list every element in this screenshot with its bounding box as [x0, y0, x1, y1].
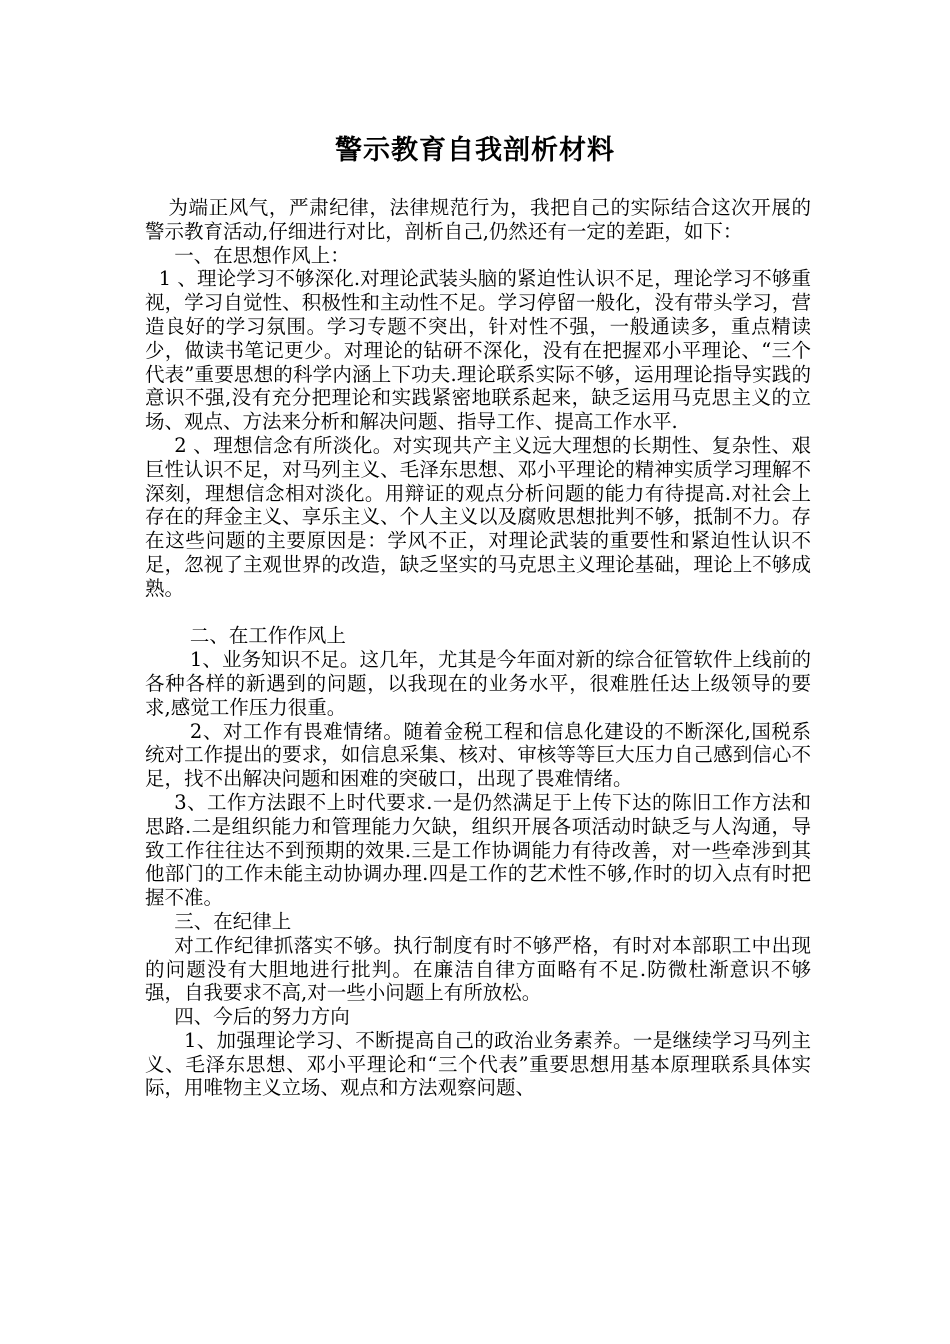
document-paragraph: 2、对工作有畏难情绪。随着金税工程和信息化建设的不断深化,国税系统对工作提出的要求，如信息采集、核对、审核等等巨大压力自己感到信心不足，找不出解决问题和困难的突破口，出现了畏难情绪。	[145, 719, 811, 791]
document-body	[145, 196, 811, 1100]
document-paragraph: 对工作纪律抓落实不够。执行制度有时不够严格，有时对本部职工中出现的问题没有大胆地进行批判。在廉洁自律方面略有不足.防微杜渐意识不够强，自我要求不高,对一些小问题上有所放松。	[145, 933, 811, 1005]
document-paragraph: 四、今后的努力方向	[174, 1005, 350, 1029]
document-paragraph: 1、业务知识不足。这几年，尤其是今年面对新的综合征管软件上线前的各种各样的新遇到的问题，以我现在的业务水平，很难胜任达上级领导的要求,感觉工作压力很重。	[145, 648, 811, 719]
document-paragraph: 3、工作方法跟不上时代要求.一是仍然满足于上传下达的陈旧工作方法和思路.二是组织能力和管理能力欠缺，组织开展各项活动时缺乏与人沟通，导致工作往往达不到预期的效果.三是工作协调能力有待改善，对一些牵涉到其他部门的工作未能主动协调办理.四是工作的艺术性不够,作时的切入点有时把握不准。	[145, 790, 811, 910]
document-paragraph: 1 、理论学习不够深化.对理论武装头脑的紧迫性认识不足，理论学习不够重视，学习自觉性、积极性和主动性不足。学习停留一般化，没有带头学习，营造良好的学习氛围。学习专题不突出，针对性不强，一般通读多，重点精读少，做读书笔记更少。对理论的钻研不深化，没有在把握邓小平理论、“三个代表”重要思想的科学内涵上下功夫.理论联系实际不够，运用理论指导实践的意识不强,没有充分把理论和实践紧密地联系起来，缺乏运用马克思主义的立场、观点、方法来分析和解决问题、指导工作、提高工作水平.	[145, 267, 811, 434]
document-paragraph: 1、加强理论学习、不断提高自己的政治业务素养。一是继续学习马列主义、毛泽东思想、邓小平理论和“三个代表”重要思想用基本原理联系具体实际，用唯物主义立场、观点和方法观察问题、	[145, 1028, 811, 1100]
document-paragraph: 为端正风气，严肃纪律，法律规范行为，我把自己的实际结合这次开展的警示教育活动,仔细进行对比，剖析自己,仍然还有一定的差距，如下：	[145, 196, 811, 243]
document-paragraph: 2 、理想信念有所淡化。对实现共产主义远大理想的长期性、复杂性、艰巨性认识不足，对马列主义、毛泽东思想、邓小平理论的精神实质学习理解不深刻，理想信念相对淡化。用辩证的观点分析问题的能力有待提高.对社会上存在的拜金主义、享乐主义、个人主义以及腐败思想批判不够，抵制不力。存在这些问题的主要原因是：学风不正，对理论武装的重要性和紧迫性认识不足，忽视了主观世界的改造，缺乏坚实的马克思主义理论基础，理论上不够成熟。	[145, 433, 811, 600]
document-paragraph: 一、在思想作风上：	[174, 243, 350, 267]
document-paragraph: 二、在工作作风上	[189, 624, 346, 648]
document-paragraph: 三、在纪律上	[174, 909, 292, 933]
document-title: 警示教育自我剖析材料	[335, 135, 615, 166]
paragraph-spacer	[145, 601, 811, 625]
